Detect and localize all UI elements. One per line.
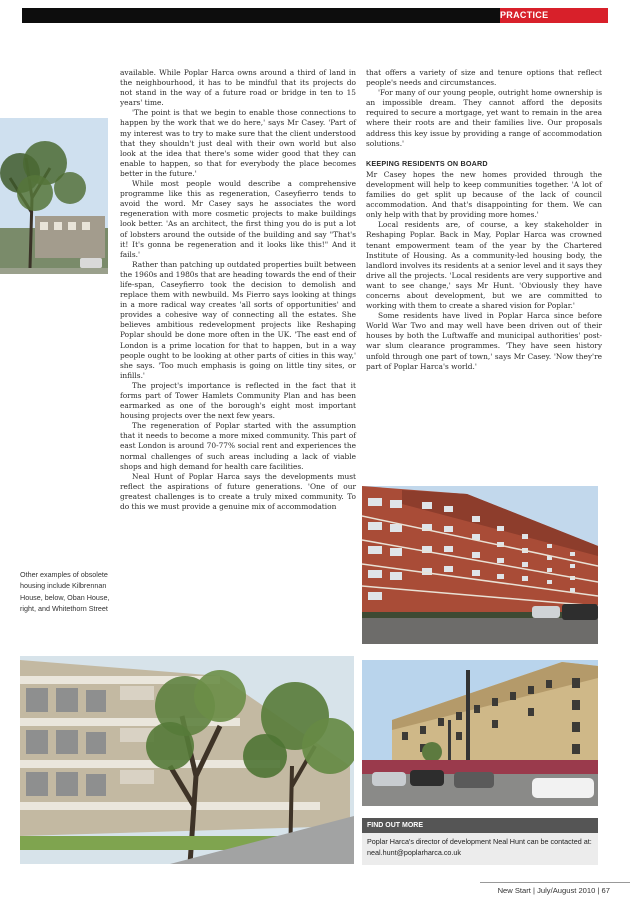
paragraph: While most people would describe a comprehensive programme like this as regeneration, Caseyfierro tends to avoid the word. Mr Casey says he associates the word regeneration with more cosmetic projects to make buildings look better. 'As an architect, the first thing you do is put a lot of lobsters around the outside of the building and say "That's it! It's gonna be regeneration and it looks like this!" And it fails.' bbox=[120, 179, 356, 259]
paragraph: that offers a variety of size and tenure options that reflect people's needs and circumstances. bbox=[366, 68, 602, 88]
paragraph: The regeneration of Poplar started with the assumption that it needs to become a more mixed community. This part of east London is around 70-77% social rent and experiences the normal challenges of such areas including a lack of viable shops and high demand for health care facilities. bbox=[120, 421, 356, 471]
paragraph: 'For many of our young people, outright home ownership is an impossible dream. They cannot afford the deposits required to secure a mortgage, yet want to remain in the area where their roots are and their families live. Our proposals address this key issue by providing a range of accommodation solutions.' bbox=[366, 88, 602, 148]
section-label: PRACTICE SHOWCASE bbox=[500, 10, 556, 33]
paragraph: The project's importance is reflected in the fact that it forms part of Tower Hamlets Community Plan and has been earmarked as one of the borough's eight most important housing projects over the next few years. bbox=[120, 380, 356, 421]
paragraph: 'The point is that we begin to enable those connections to happen by the work that we do here,' says Mr Casey. 'Part of my interest was to try to make sure that the client understood that they shouldn't just deal with their own world but also look at the idea that there's some wider good that they can enable to happen, so that for everybody the place becomes better in the future.' bbox=[120, 108, 356, 178]
photo-oban-house bbox=[362, 486, 598, 644]
article-column-1 bbox=[120, 68, 356, 512]
paragraph: available. While Poplar Harca owns around a third of land in the neighbourhood, it has to be mindful that its projects do not stand in the way of a future road or bridge in ten to 15 years' time. bbox=[120, 68, 356, 108]
photo-caption: Other examples of obsolete housing include Kilbrennan House, below, Oban House, right, and Whitethorn Street bbox=[20, 570, 110, 614]
paragraph: Some residents have lived in Poplar Harca since before World War Two and may well have been driven out of their houses by both the Luftwaffe and municipal authorities' post-war slum clearance programmes. 'They have seen history unfold through one part of town,' says Mr Casey. 'Now they're part of Poplar Harca's world.' bbox=[366, 311, 602, 371]
find-out-more-title: FIND OUT MORE bbox=[362, 818, 598, 833]
find-out-more-box bbox=[362, 818, 598, 862]
photo-tree-left bbox=[0, 118, 108, 274]
paragraph: Mr Casey hopes the new homes provided through the development will help to keep communities together. 'A lot of families do get split up because of the lack of council accommodation. And that's disappointing for them. We can only help with that by providing more homes.' bbox=[366, 169, 602, 220]
header-bar bbox=[22, 8, 608, 33]
subheading: KEEPING RESIDENTS ON BOARD bbox=[366, 158, 488, 168]
section-tab bbox=[500, 8, 608, 33]
page-footer: New Start | July/August 2010 | 67 bbox=[497, 886, 610, 895]
paragraph: Rather than patching up outdated properties built between the 1960s and 1980s that are heading towards the end of their life-span, Caseyfierro took the decision to demolish and replace them with newbuild. Ms Fierro says looking at things in a more radical way creates 'all sorts of opportunities' and provides a cohesive way of connecting all the estates. She believes ambitious redevelopment projects like Reshaping Poplar should be done more often in the UK. 'The east end of London is a prime location for that to happen, but in a way people ought to be looking at other parts of cities in this way,' she says. 'Too much emphasis is going on little tiny sites, or infills.' bbox=[120, 259, 356, 380]
photo-whitethorn-street bbox=[362, 660, 598, 806]
paragraph: Neal Hunt of Poplar Harca says the developments must reflect the aspirations of future generations. 'One of our greatest challenges is to create a truly mixed community. To do this we must provide a genuine mix of accommodation bbox=[120, 471, 356, 512]
article-column-2 bbox=[366, 68, 602, 372]
footer-rule bbox=[480, 882, 630, 883]
find-out-more-text: Poplar Harca's director of development Neal Hunt can be contacted at: neal.hunt@poplarharca.co.uk bbox=[362, 833, 598, 865]
paragraph: Local residents are, of course, a key stakeholder in Reshaping Poplar. Back in May, Poplar Harca was crowned tenant empowerment team of the year by the Chartered Institute of Housing. As a community-led housing body, the landlord involves its residents at a senior level and it says they drive all the projects. 'Local residents are very supportive and want to see change,' says Mr Hunt. 'Obviously they have concerns about development, but we are committed to working with them to create a shared vision for Poplar.' bbox=[366, 220, 602, 311]
photo-kilbrennan-house bbox=[20, 656, 354, 864]
